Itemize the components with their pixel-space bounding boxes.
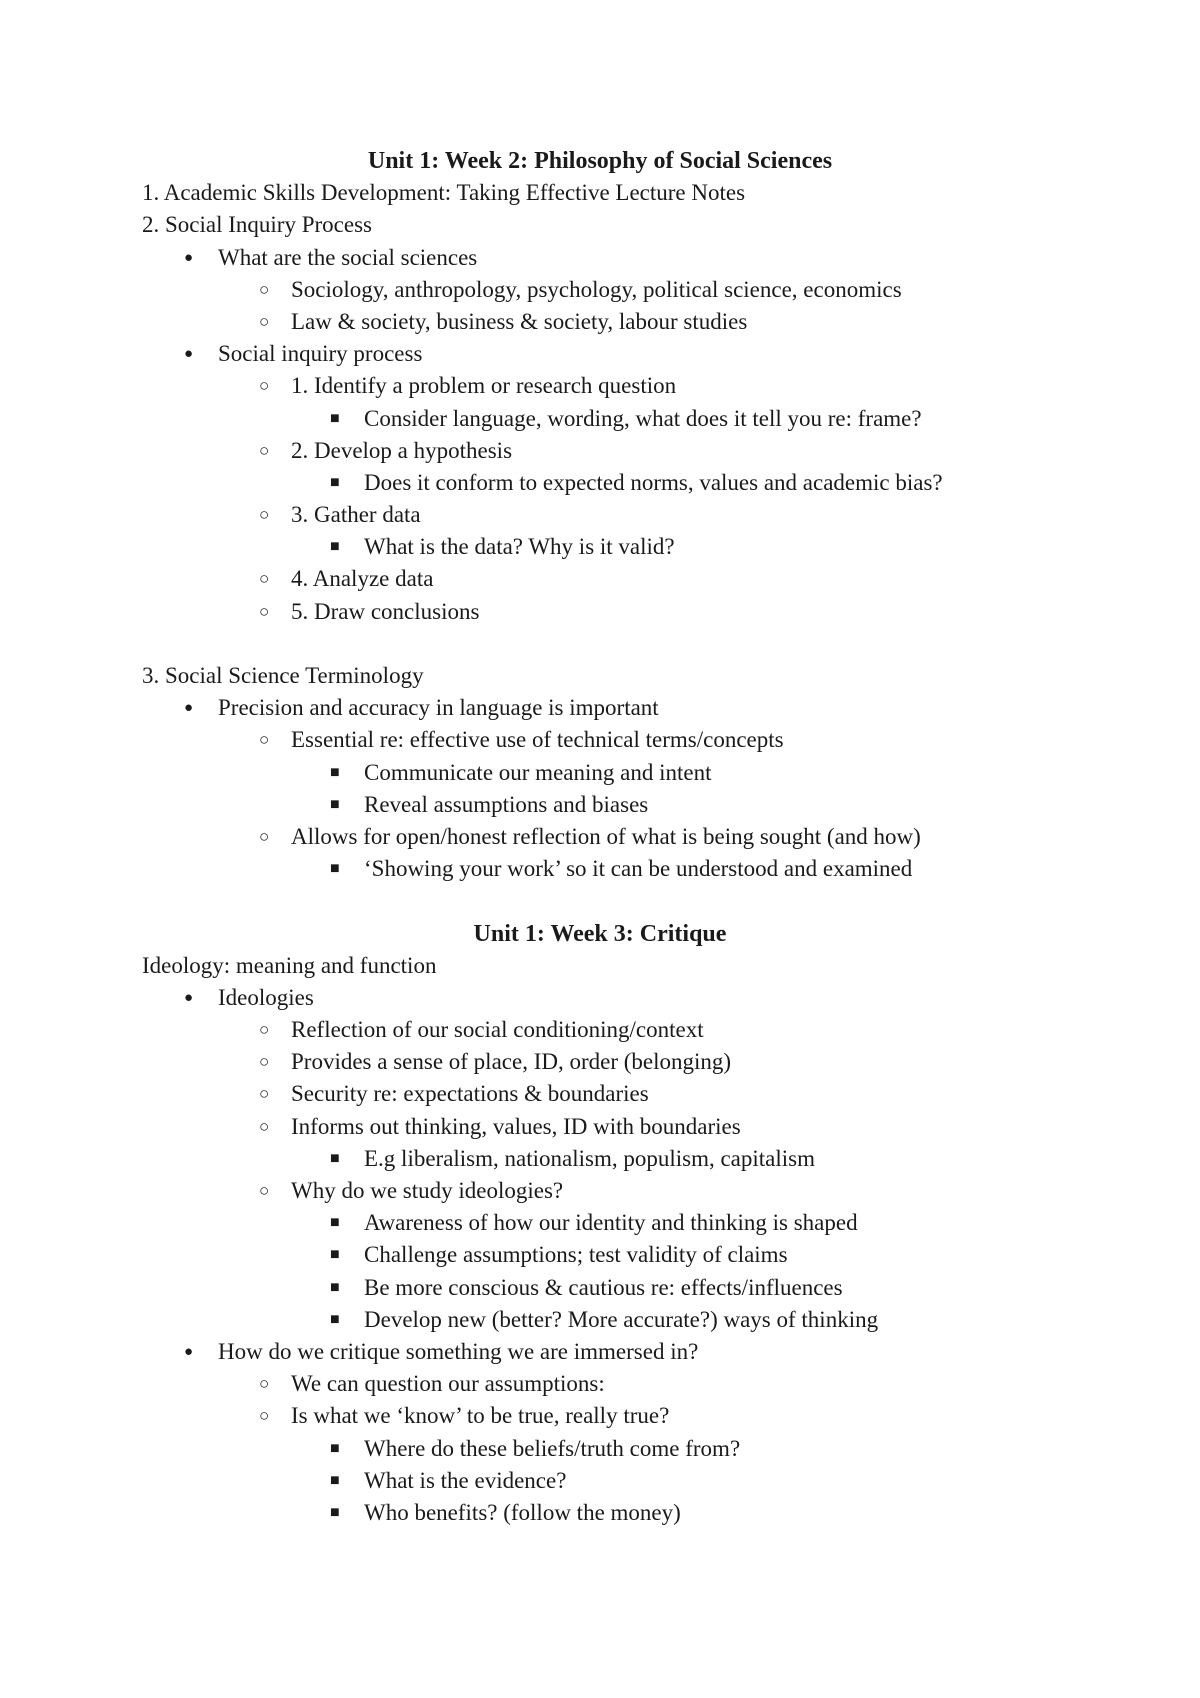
list-item: ■ Communicate our meaning and intent [0,757,1200,789]
list-item: ● Social inquiry process [0,338,1200,370]
numbered-item-terminology: 3. Social Science Terminology [142,663,424,688]
list-item: ■ Awareness of how our identity and thinking is shaped [0,1207,1200,1239]
circle-marker: ○ [259,505,270,525]
spacer [0,628,1200,660]
spacer [0,885,1200,917]
list-item: ○ 1. Identify a problem or research question [0,370,1200,402]
circle-marker: ○ [259,440,270,460]
list-item: ■ Challenge assumptions; test validity of claims [0,1239,1200,1271]
list-item: ○ We can question our assumptions: [0,1368,1200,1400]
list-item: ■ Develop new (better? More accurate?) ways of thinking [0,1304,1200,1336]
list-item: ■ What is the evidence? [0,1465,1200,1497]
list-item: ○ Why do we study ideologies? [0,1175,1200,1207]
square-marker: ■ [330,1471,340,1489]
list-item: ■ Where do these beliefs/truth come from? [0,1433,1200,1465]
square-marker: ■ [330,1439,340,1457]
list-item: ■ Who benefits? (follow the money) [0,1497,1200,1529]
square-marker: ■ [330,473,340,491]
section-intro: Ideology: meaning and function [142,952,437,978]
square-marker: ■ [330,1503,340,1521]
list-item: ○ Essential re: effective use of technical terms/concepts [0,724,1200,756]
bullet-marker: ● [184,1343,194,1360]
circle-marker: ○ [259,1020,270,1040]
circle-marker: ○ [259,601,270,621]
circle-marker: ○ [259,826,270,846]
circle-marker: ○ [259,1084,270,1104]
list-item: ● Precision and accuracy in language is important [0,692,1200,724]
list-item: ○ Provides a sense of place, ID, order (belonging) [0,1046,1200,1078]
bullet-marker: ● [184,700,194,717]
list-item: ○ 2. Develop a hypothesis [0,435,1200,467]
list-item: ■ What is the data? Why is it valid? [0,531,1200,563]
circle-marker: ○ [259,1181,270,1200]
circle-marker: ○ [259,1406,270,1426]
square-marker: ■ [330,1310,340,1328]
bullet-marker: ● [184,249,194,266]
numbered-item-academic-skills: 1. Academic Skills Development: Taking Effective Lecture Notes [142,180,746,206]
square-marker: ■ [330,795,340,813]
list-item: ● What are the social sciences [0,242,1200,274]
square-marker: ■ [330,409,340,427]
list-item: ○ 3. Gather data [0,499,1200,531]
list-item: ■ Consider language, wording, what does it tell you re: frame? [0,403,1200,435]
list-item: ■ Be more conscious & cautious re: effects/influences [0,1272,1200,1304]
circle-marker: ○ [259,376,270,396]
square-marker: ■ [330,538,340,556]
list-item: ○ Security re: expectations & boundaries [0,1078,1200,1110]
square-marker: ■ [330,1149,340,1167]
list-item: ■ E.g liberalism, nationalism, populism, capitalism [0,1143,1200,1175]
list-item: ○ Allows for open/honest reflection of what is being sought (and how) [0,821,1200,853]
list-item: ■ Reveal assumptions and biases [0,789,1200,821]
section-title-week2: Unit 1: Week 2: Philosophy of Social Sciences [367,148,833,174]
circle-marker: ○ [259,311,270,331]
bullet-marker: ● [184,989,194,1006]
square-marker: ■ [330,763,340,781]
list-item: ■ Does it conform to expected norms, values and academic bias? [0,467,1200,499]
list-item: ○ Reflection of our social conditioning/context [0,1014,1200,1046]
circle-marker: ○ [259,279,270,299]
square-marker: ■ [330,1214,340,1232]
list-item: ○ Informs out thinking, values, ID with boundaries [0,1111,1200,1143]
list-item: ○ Is what we ‘know’ to be true, really true? [0,1400,1200,1432]
circle-marker: ○ [259,730,270,750]
section-title-week3: Unit 1: Week 3: Critique [473,920,727,947]
circle-marker: ○ [259,1374,270,1394]
list-item: ○ 4. Analyze data [0,563,1200,595]
circle-marker: ○ [259,1116,270,1136]
circle-marker: ○ [259,1052,270,1072]
list-item: ○ Law & society, business & society, labour studies [0,306,1200,338]
list-item: ○ 5. Draw conclusions [0,596,1200,628]
list-item: ● Ideologies [0,982,1200,1014]
circle-marker: ○ [259,569,270,589]
list-item: ■ ‘Showing your work’ so it can be understood and examined [0,853,1200,885]
square-marker: ■ [330,1278,340,1296]
square-marker: ■ [330,1246,340,1264]
list-item: ● How do we critique something we are immersed in? [0,1336,1200,1368]
numbered-item-social-inquiry: 2. Social Inquiry Process [142,212,372,238]
bullet-marker: ● [184,346,194,363]
square-marker: ■ [330,860,340,878]
list-item: ○ Sociology, anthropology, psychology, political science, economics [0,274,1200,306]
